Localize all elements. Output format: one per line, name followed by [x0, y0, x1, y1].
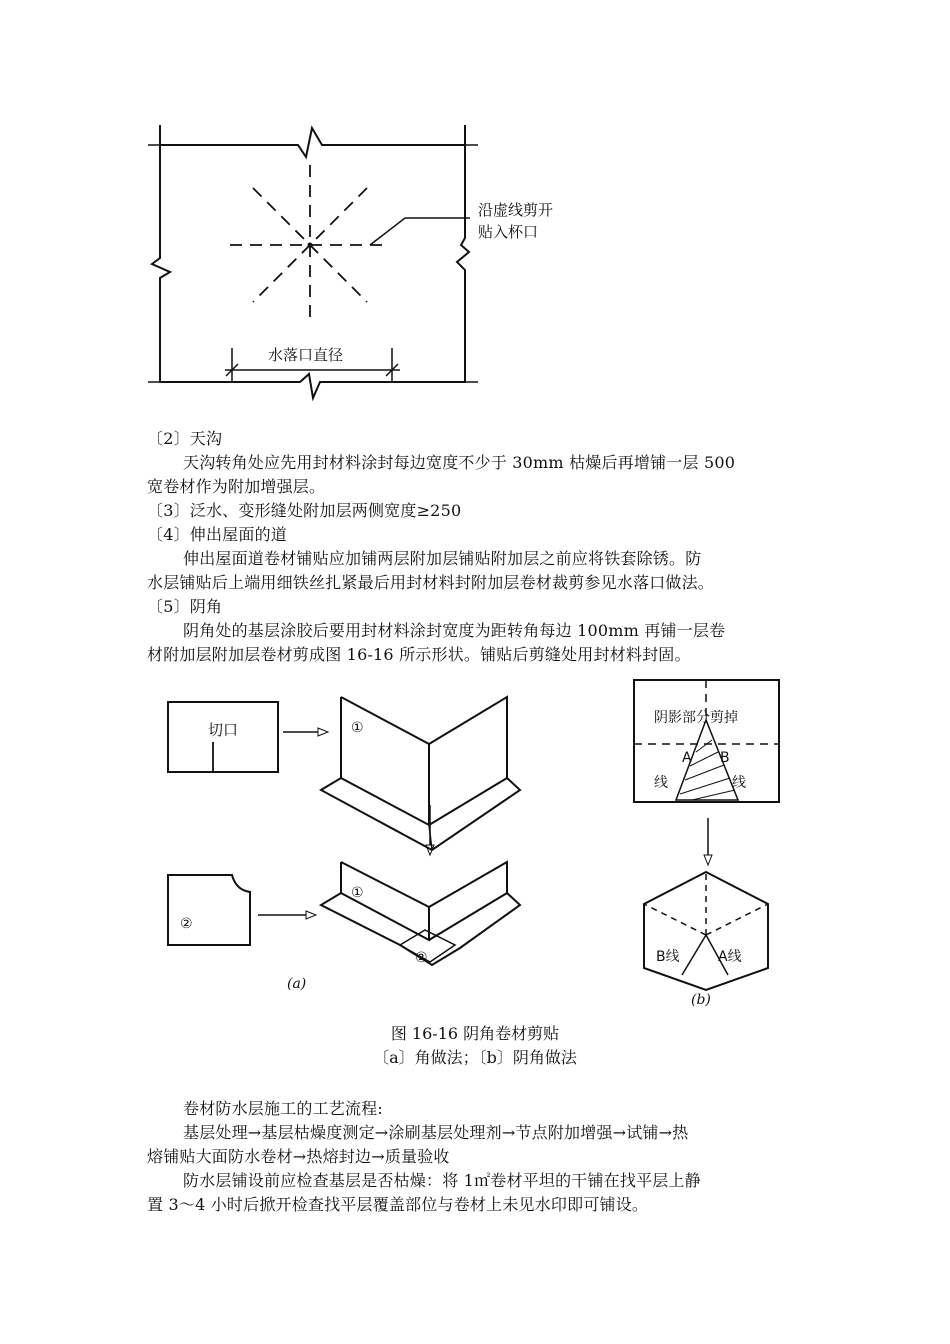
corner-text-line2: 材附加层附加层卷材剪成图 16-16 所示形状。铺贴后剪缝处用封材料封固。: [147, 645, 691, 664]
figure-a-label: (a): [287, 976, 307, 992]
sheet-2: [168, 875, 250, 945]
annotation-leader: [370, 218, 470, 245]
drain-cut-diagram: [0, 0, 950, 420]
pipe-text-line1: 伸出屋面道卷材铺贴应加铺两层附加层铺贴附加层之前应将铁套除锈。防: [183, 549, 702, 568]
piece-1-label: ①: [351, 720, 364, 736]
pipe-text-line2: 水层铺贴后上端用细铁丝扎紧最后用封材料封附加层卷材裁剪参见水落口做法。: [147, 573, 715, 592]
line-left-label: 线: [654, 775, 668, 791]
heading-pipe: 〔4〕伸出屋面的道: [147, 525, 287, 544]
sheet-with-cut: [168, 702, 278, 772]
heading-inner-corner: 〔5〕阴角: [147, 597, 223, 616]
b-label: B: [720, 750, 730, 766]
piece-2-on-corner: ②: [415, 950, 428, 966]
a-line-label: A线: [718, 949, 742, 965]
process-line1: 基层处理→基层枯燥度测定→涂刷基层处理剂→节点附加增强→试铺→热: [183, 1123, 689, 1142]
gutter-text-line2: 宽卷材作为附加增强层。: [147, 477, 326, 496]
gutter-text-line1: 天沟转角处应先用封材料涂封每边宽度不少于 30mm 枯燥后再增铺一层 500: [183, 453, 736, 472]
hexagon-corner: [644, 872, 768, 990]
piece-2-label: ②: [180, 916, 193, 932]
line-right-label: 线: [732, 775, 746, 791]
process-intro: 卷材防水层施工的工艺流程:: [183, 1099, 383, 1118]
heading-gutter: 〔2〕天沟: [147, 429, 223, 448]
patch-2: [400, 930, 455, 962]
shaded-triangle: [676, 720, 738, 800]
cut-label: 切口: [208, 721, 239, 739]
check-line2: 置 3～4 小时后掀开检查找平层覆盖部位与卷材上未见水印即可铺设。: [147, 1195, 649, 1214]
folded-corner-1: [321, 697, 520, 850]
folded-corner-2: [321, 862, 520, 965]
piece-1-label-b: ①: [351, 885, 364, 901]
b-line-label: B线: [656, 949, 680, 965]
figure-b-label: (b): [691, 992, 711, 1008]
figure-caption-title: 图 16-16 阴角卷材剪贴: [390, 1024, 560, 1043]
annotation-stick-text: 贴入杯口: [478, 223, 539, 241]
sheet-b: [634, 680, 779, 802]
figure-caption-sub: 〔a〕角做法；〔b〕阴角做法: [373, 1048, 577, 1067]
annotation-cut-text: 沿虚线剪开: [478, 201, 554, 219]
a-label: A: [682, 750, 692, 766]
process-line2: 熔铺贴大面防水卷材→热熔封边→质量验收: [147, 1147, 450, 1166]
heading-flashing: 〔3〕泛水、变形缝处附加层两侧宽度≥250: [147, 501, 462, 520]
dimension-label: 水落口直径: [268, 346, 344, 364]
check-line1: 防水层铺设前应检查基层是否枯燥：将 1㎡卷材平坦的干铺在找平层上静: [183, 1171, 701, 1190]
corner-text-line1: 阴角处的基层涂胶后要用封材料涂封宽度为距转角每边 100mm 再铺一层卷: [183, 621, 726, 640]
shade-label: 阴影部分剪掉: [654, 710, 738, 726]
